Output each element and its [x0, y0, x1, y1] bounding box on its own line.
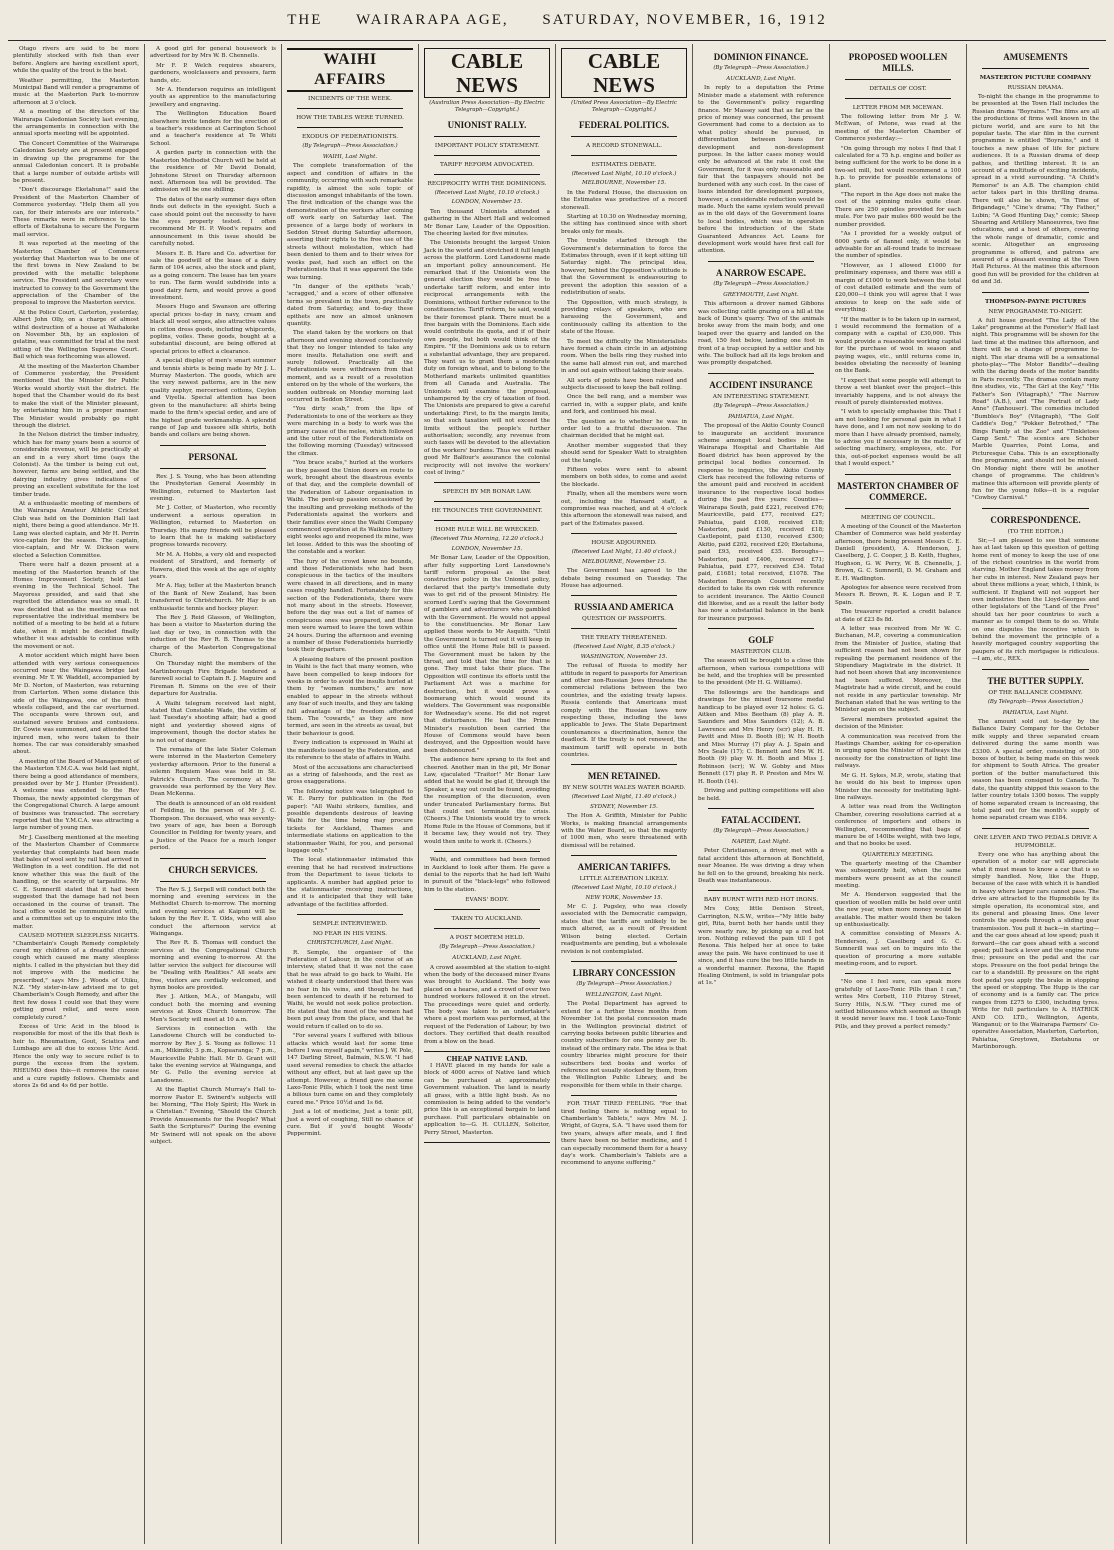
subheading: SPEECH BY MR BONAR LAW.: [442, 489, 532, 496]
divider: [571, 628, 677, 629]
page-columns: [8, 44, 1106, 1544]
advertisement-text: I HAVE placed in my hands for sale a block of 4000 acres of Native land which can be purchased at approximately Government valuation. The land is nearly all grass, with a little light bush. As no commission is being added to the vendor's price this is an exceptional bargain to land purchase. Full particulars obtainable on application to—G. H. CULLEN, Solicitor, Perry Street, Masterton.: [424, 1063, 550, 1136]
dateline: AUCKLAND, Last Night.: [452, 955, 522, 962]
subheading: MEETING OF COUNCIL.: [860, 514, 936, 521]
paragraph: The amount sold out to-day by the Ballance Dairy Company for the October milk supply and three separated cream delivered during the same month was £3300. A special order, consisting of 300 boxes of butter, is being made on this week for shipment to South Africa. The greater portion of the butter manufactured this season has been consigned to Canada. To date, the quantity shipped this season to the latter country totals 1300 boxes. The supply of home separated cream is increasing, the total paid out for the month's supply of home separated cream was £184.: [972, 719, 1099, 822]
paragraph: On Thursday night the members of the Martinborough Fire Brigade tendered a farewell social to Captain R. J. Maguire and Fireman R. Simms on the eve of their departure for Australia.: [150, 661, 276, 698]
paragraph: A meeting of the Board of Management of the Masterton Y.M.C.A. was held last night, there being a good attendance of members, presided over by Mr J. Hunter (President). A welcome was extended to the Rev Thomas, the newly appointed clergyman of the Congregational Church. A large amount of business was transacted. The secretary reported that the Y.M.C.A. was attracting a large number of young men.: [13, 758, 139, 832]
section-heading-waihi-affairs: WAIHI AFFAIRS: [287, 48, 413, 92]
paragraph: The question as to whether he was in order led to a fruitful discussion. The chairman decided that he might eat.: [561, 418, 687, 440]
paragraph: Weather permitting, the Masterton Municipal Band will render a programme of music at the Masterton Park to-morrow afternoon at 3 o'clock.: [13, 77, 139, 106]
paragraph: The Rev S. J. Serpell will conduct both the morning and evening services in the Methodist Church to-morrow. The morning and evening services at Kaipuni will be taken by the Rev E. T. Olds, who will also conduct the afternoon service at Wainganga.: [150, 886, 276, 938]
divider: [160, 858, 266, 859]
subheading: HE TROUNCES THE GOVERNMENT.: [431, 508, 543, 515]
column-3: [282, 44, 419, 1544]
subheading: A RECORD STONEWALL.: [586, 143, 662, 149]
divider: [434, 155, 540, 156]
article-heading: DOMINION FINANCE.: [713, 52, 809, 62]
paragraph: The following notice was telegraphed to W. E. Parry for publication in (he Red paper): "All Waihi strikers, families, and possible dependents desirous of leaving Waihi for the time being may procure tickets for Auckland, Thames and intermediate stations on application to the stationmaster Waihi, for you, and personal luggage only.": [287, 788, 413, 854]
dateline: WAIHI, Last Night.: [322, 154, 378, 160]
paragraph: At a enthusiastic meeting of members of the Wairarapa Amateur Athletic Cricket Club was held on the Dominion Hall last night, there being a good attendance. Mr H. Lang was elected captain, and Mr H. Perrin vice-captain for the season. The captain, vice-captain, and Mr W. Dickson were elected a Selection Committee.: [13, 500, 139, 559]
divider: [160, 468, 266, 469]
paragraph: At the Baptist Church Murray's Hall to-morrow Pastor E. Swinerd's subjects will be: Morning, "The Holy Spirit; His Work in a Christian." Evening, "Should the Church Provide Amusements for the People? What Saith the Scriptures?" During the evening Mr Swinerd will not speak on the above subject.: [150, 1087, 276, 1146]
dateline: AUCKLAND, Last Night.: [726, 76, 796, 82]
subheading: A POST MORTEM HELD.: [449, 935, 525, 942]
paragraph: A full house greeted "The Lady of the Lake" programme at the Forester's' Hall last night. This programme will be shown for the last time at the matinee this afternoon, and there will be a change of programme to-night. The star drama will be a sensational photo-play—"The Motor Bandits"—dealing with the daring deeds of the motor bandits in Paris recently. The dramas contain many fine studies, viz., "The Girl at the Key," "His Father's Son (Vitagraph)," "The Narrow Road" (A.B.), and "The Portrait of Lady Anne" (Tanhouser). The comedies included "Bumbles's Boy" (Vitagraph), "The Golf Caddie's Dog," "Pokker Betrothed," "The Bings Family at the Zoo" and "Tinkletoes Camp Sent." The scenics are Schober Marble Quarries, Point Loma, and Picturesque Cuba. This is an exceptionally fine programme, and should not be missed. On Monday night there will be another change of programme. The children's matinee this afternoon will provide plenty of fun for the young folks—it is a regular "Cowboy Carnival.": [972, 317, 1099, 502]
paragraph: The audience here sprang to its feet and cheered. Another man in the pit, Mr Bonar Law, ejaculated "Traitor!" Mr Bonar Law added that he would be glad if, through the Speaker, a way out could be found, avoiding the resumption of the discussion, even under truncated Parliamentary forms. But that could not terminate the crisis. (Cheers.) The Unionists would try to wreck Home Rule in the House of Commons, but if it became law, they would not try. They would then unite to work it. (Cheers.): [424, 757, 550, 845]
subheading: QUESTION OF PASSPORTS.: [581, 616, 667, 623]
paragraph: The season will be brought to a close this afternoon, when various competitions will be held, and the trophies will be presented to the president (Mr H. G. Williams).: [698, 658, 824, 687]
paragraph: A garden party in connection with the Masterton Methodist Church will be held at the residence of Mr David Donald, Johnstone Street on Thursday afternoon next. Afternoon tea will be provided. The admission will be one shilling.: [150, 150, 276, 194]
paragraph: At the meeting of the Masterton Chamber of Commerce yesterday, the President mentioned that the Minister for Public Works would shortly visit the district. He hoped that the Chamber would do its best to make the visit of the Minister pleasant, by entertaining him in a proper manner. The Minister would probably go right through the district.: [13, 363, 139, 429]
paragraph: Messrs E. B. Hare and Co. advertise for sale the goodwill of the lease of a dairy farm of 104 acres, also the stock and plant, as a going concern. The lease has ten years to run. The farm would subdivide into a good dairy farm, and would prove a good investment.: [150, 250, 276, 301]
paragraph: A letter was received from Mr W. C. Buchanan, M.P., covering a communication from the Minister of Justice, stating that sufficient reason had not been shown for repealing the permanent residence of the Stipendiary Magistrate in the district. It had not been shown that any inconvenience had been suffered. Moreover, the Magistrate had a wide circuit, and he could not reside in any particular township. Mr Buchanan stated that he was writing to the Minister again on the subject.: [835, 625, 961, 714]
article-heading: RUSSIA AND AMERICA: [574, 602, 674, 613]
paragraph: A meeting of the Council of the Masterton Chamber of Commerce was held yesterday afternoon, there being present Messrs C. E. Daniell (president), A. Henderson, J. Caselberg, J. C. Cooper, J. B. Keith, Hughes, Hughson, G. W. Perry, W. B. Chennells, J. Brown, G. C. Sumnerill, D. M. Graham and E. H. Wadlington.: [835, 523, 961, 582]
dateline: SYDNEY, November 15.: [590, 803, 658, 810]
paragraph: The Rev R. B. Thomas will conduct the services at the Congregational Church morning and evening to-morrow. At the latter service the subject for discourse will be "Dealing with Realities." All seats are free, visitors are cordially welcomed, and hymn books are provided.: [150, 940, 276, 991]
masthead: [0, 0, 1114, 40]
paragraph: The Government has agreed to the debate being resumed on Tuesday. The House has adjourned.: [561, 568, 687, 589]
divider: [845, 973, 951, 974]
dateline: MELBOURNE, November 15.: [581, 558, 667, 565]
received-time: (Received Last Night, 11.40 o'clock.): [571, 549, 677, 556]
press-credit: (By Telegraph—Press Association.): [987, 698, 1084, 705]
dateline: LONDON, November 15.: [451, 199, 523, 206]
paragraph: "I expect that some people will attempt to throw a wet blanket over the project—this invariably happens, and is not always the result of purely disinterested motives.: [835, 377, 961, 407]
subheading: DETAILS OF COST.: [869, 86, 927, 92]
divider: [434, 928, 540, 929]
dateline: MELBOURNE, November 15.: [581, 180, 667, 187]
divider: [434, 501, 540, 502]
article-heading: FATAL ACCIDENT.: [721, 814, 801, 825]
press-credit: (Australian Press Association—By Electric Telegraph—Copyright.): [429, 100, 545, 113]
subheading: TAKEN TO AUCKLAND.: [451, 916, 523, 923]
article-heading: LIBRARY CONCESSION: [572, 967, 676, 978]
paragraph: A Waihi telegram received last night, stated that Constable Wade, the victim of last Tuesday's shooting affair, had a good night and yesterday showed signs of improvement, though the doctor states he is not out of danger.: [150, 700, 276, 744]
paragraph: To-night the change in the programme to be presented at the Town Hall includes the Russian drama "Boyrains." The films are all the productions of firms well known in the picture world, and are sure to hit the popular taste. The star film in the current programme is entitled "Boyrains," and it touches a new phase of life for picture audiences. It is a Russian drama of deep pathos, and thrilling interest. It is an account of a multitude of exciting incidents, spread in a vivid surrounding. "A Child's Remorse" is an A.B. The champion child actor takes part in this thrilling drama. There will also be shown, "In Time of Brigandage," "Cine's drama; "Thy Father," Lubin; "A Good Hunting Day," comic; Sheep Shearing and Artillery Manoeuvres, two fine educations, and a host of others, covering the whole range of dramatic, comic and scenic. Altogether an engrossing programme is offered, and patrons are assured of a pleasant evening at the Town Hall Pictures. At the matinee this afternoon good fun will be provided for the children at 6d and 3d.: [972, 94, 1099, 286]
paragraph: Mr A. Henderson requires an intelligent youth as apprentice to the manufacturing jewellery and engraving.: [150, 87, 276, 108]
divider: [708, 890, 814, 891]
divider: [845, 474, 951, 475]
subheading: INCIDENTS OF THE WEEK.: [308, 96, 392, 102]
paragraph: The refusal of Russia to modify her attitude in regard to passports for American and other non-Russian Jews threatens the commercial relations between the two countries, and the existing treaty lapses. Russia contends that Americans must comply with the Russian laws now respecting these, including the laws applicable to Jews. The State Department countenances a discrimination, hence the deadlock. If the treaty is not renewed, the maximum tariff will operate in both countries.: [561, 663, 687, 758]
advertisement-text: Mrs Coxy, little Denison Street, Carrington, N.S.W., writes—"My little baby girl, Rita, burnt both her hands until they were nearly raw, by picking up a red hot iron. Nothing relieved the pain till I got Rexona. This helped her at once to take away the pain. We have continued to use it since, and it has cure the two little hands in a wonderful manner. Rexona, the Rapid Healing Ointment, is sold in triangular pots at 1s.": [698, 906, 824, 987]
subheading: AN INTERESTING STATEMENT.: [712, 393, 810, 400]
paragraph: There were half a dozen present at a meeting of the Masterton branch of the Homes Improvement Society, held last evening in the Technical School. The Mayoress presided, and said that she regretted the attendance was so small. It was decided that as the meeting was not representative the individual members be notified of a meeting to be held at a future date, when it might be decided finally whether it was advisable to continue with the movement or not.: [13, 562, 139, 650]
press-credit: (By Telegraph—Press Association.): [576, 980, 672, 987]
divider: [434, 909, 540, 910]
subheading: SEMPLE INTERVIEWED.: [312, 921, 388, 928]
subheading: HOW THE TABLES WERE TURNED.: [296, 115, 404, 121]
subheading: MASTERTON PICTURE COMPANY: [979, 75, 1092, 81]
advertisement-text: "For several years I suffered with bilious attacks which would last for some time before I was myself again," writes J. W. Pole, 147 Darling Street, Balmain, N.S.W. "I had used several remedies to check the attacks without any effect, but at last gave up the attempt. However, a friend gave me some Laxo-Tonic Pills, which I took the next time a bilious turn came on and they completely cured me." Price 10½d and 1s 6d.: [287, 1033, 413, 1106]
paragraph: The Hon A. Griffith, Minister for Public Works, is making financial arrangements with the Water Board, so that the majority of 1000 men, who were threatened with dismissal will be retained.: [561, 813, 687, 849]
paragraph: Every indication is expressed in Waihi at the manifesto issued by the Federation, and its reference to the state of affairs in Waihi.: [287, 740, 413, 762]
divider: [571, 961, 677, 962]
masthead-date: SATURDAY, NOVEMBER, 16, 1912: [542, 12, 827, 28]
paragraph: The complete transformation of the aspect and condition of affairs in the community, occurring with such remarkable rapidity, is almost the sole topic of discussion amongst inhabitants of the town. The first indication of the change was the demonstration of the workers after coming off work early on Saturday last. The presence of a large body of workers in Seddon Street during Saturday afternoon, asserting their rights to the free use of the streets without molestation, which had been denied to them and to their wives for weeks past, had such an effect on the Federationists that it was apparent the tide was turning.: [287, 163, 413, 281]
divider: [571, 1095, 677, 1096]
paragraph: "However, as I allowed £1000 for preliminary expenses, and there was still a margin of £1000 to work between the total of cost detailed estimate and the sum of £20,000—I think you will agree that I was anxious to keep on the safe side of everything.: [835, 262, 961, 314]
divider: [571, 533, 677, 534]
section-heading-cable-news: CABLE NEWS: [424, 48, 550, 98]
article-heading: AMERICAN TARIFFS.: [577, 862, 671, 873]
subheading: BABY BURNT WITH RED HOT IRONS.: [703, 897, 819, 904]
article-heading: FEDERAL POLITICS.: [578, 120, 670, 130]
subheading: NO FEAR IN HIS VEINS.: [312, 931, 388, 938]
paragraph: Once the bell rang, and a member was carried in, with a supper plate, and knife and fork, and continued his meal.: [561, 394, 687, 416]
column-2: [145, 44, 282, 1544]
divider: [571, 764, 677, 765]
article-heading: PROPOSED WOOLLEN MILLS.: [848, 52, 948, 73]
paragraph: Mr J. Caselberg mentioned at the meeting of the Masterton Chamber of Commerce yesterday that complaints had been made that bales of wool sent by rail had arrived in Wellington in a wet condition. He did not know whether this was the fault of the handling, or the scarcity of tarpaulins. Mr C. E. Sumnerill stated that it had been suggested that the damage had not been occasioned in the course of transit. The local office would be communicated with, and a committee set up to enquire into the matter.: [13, 834, 139, 930]
paragraph: At a meeting of the directors of the Wairarapa Caledonian Society last evening, the arrangements in connection with the annual sports meeting will be appointed.: [13, 109, 139, 138]
subheading: RECIPROCITY WITH THE DOMINIONS.: [427, 181, 547, 187]
divider: [708, 628, 814, 629]
article-heading: MASTERTON CHAMBER OF COMMERCE.: [837, 480, 959, 502]
paragraph: Mr J. Cotter, of Masterton, who recently underwent a serious operation in Wellington, returned to Masterton on Thursday. His many friends will be pleased to learn that he is making satisfactory progress towards recovery.: [150, 505, 276, 549]
subheading: EVANS' BODY.: [465, 897, 509, 904]
paragraph: The trouble started through the Government's determination to force the Estimates through, even if it kept sitting till Saturday night. The principal idea, however, behind the Opposition's attitude is that the Government is endeavouring to prevent the adoption this session of a redistribution of seats.: [561, 238, 687, 297]
paragraph: The local stationmaster intimated this evening that he had received instructions from the Department to issue tickets to applicants. A number had applied prior to the stationmaster receiving instructions, and it is anticipated that they will take advantage of the facilities afforded.: [287, 857, 413, 908]
divider: [982, 669, 1089, 670]
divider: [434, 851, 540, 852]
paragraph: The Wellington Education Board elsewhere invite tenders for the erection of a teacher's residence at Carrington School and a teacher's residence at Te Whiti School.: [150, 111, 276, 147]
subheading: QUARTERLY MEETING.: [862, 851, 934, 858]
paragraph: In the Nelson district the timber industry, which has for many years been a source of considerable revenue, will be practically at an end in a very short time (says the Colonist). As the timber is being cut out, however, farms are being settled, and the dairying industry gives indications of proving an excellent substitute for the lost timber trade.: [13, 432, 139, 498]
dateline: PAHIATUA, Last Night.: [1002, 709, 1069, 716]
divider: [434, 136, 540, 137]
subheading: IMPORTANT POLICY STATEMENT.: [434, 143, 540, 149]
paragraph: The Opposition, with much strategy, is providing relays of speakers, who are harassing the Government, and continuously calling its attention to the state of the House.: [561, 299, 687, 336]
paragraph: "Don't discourage Eketahuna!" said the President of the Masterton Chamber of Commerce yesterday. "Help them all you can, for their interests are our interests." These remarks were in reference to the efforts of Eketahuna to secure the Forgarm mail service.: [13, 187, 139, 238]
press-credit: (By Telegraph—Press Association.): [713, 280, 809, 287]
divider: [845, 508, 951, 509]
paragraph: A special display of men's smart summer and tennis shirts is being made by Mr J. L. Murray Masterton. The goods, which are the very newest patterns, are in the new quality zephyr, mercerised cottons, Ceylon and Viyella. Special attention has been given to the manufacture: all shirts being made to the firm's special order, and are of the highest grade workmanship. A splendid range of Jap and tussore silk shirts, both bands and collars are being shown.: [150, 358, 276, 439]
received-time: (Received Last Night, 10.10 o'clock.): [434, 190, 540, 196]
paragraph: The fury of the crowd knew no bounds, and those Federationists who had been conspicuous in the tactics of the insulters were chased in all directions, and in many cases roughly handled. Fortunately for this section of the Federationists, there were not many about in the streets. However, before the day was out a list of names of conspicuous ones was prepared, and these men were warned to leave the town within 24 hours. During the afternoon and evening a number of these Federationists hurriedly took their departure.: [287, 558, 413, 654]
paragraph: It was reported at the meeting of the Masterton Chamber of Commerce yesterday that Masterton was to be one of the first towns in New Zealand to be provided with the metallic telephone service. The President and secretary were instructed to convey to the Government the appreciation of the Chamber of the proposal to improve the Masterton service.: [13, 241, 139, 307]
paragraph: The remains of the late Sister Coleman were interred in the Masterton Cemetery yesterday afternoon. Prior to the funeral a solemn Requiem Mass was held in St. Patrick's Church. The ceremony at the graveside was performed by the Very Rev. Dean McKenna.: [150, 746, 276, 798]
dateline: GREYMOUTH, Last Night.: [723, 291, 799, 298]
paragraph: "As I provided for a weekly output of 6000 yards of flannel only, it would be advisable for an all-round trade to increase the number of spindles.: [835, 231, 961, 260]
divider: [571, 155, 677, 156]
divider: [434, 174, 540, 175]
paragraph: Sir,—I am pleased to see that someone has at last taken up this question of getting home rent of money to keep the use of one of the richest countries in the world from starving. Mother England takes money from her cubs in interest. New Zealand pays her about three millions a year, which, I think, is sufficient. If England will not support her own industries then the Lloyd-Georges and other legislators of the "Land of the Free" should tax her poor countries to such a manner as to compel them to do so. While on one disputes the incentive which is behind the movement the principle of a heavily mortgaged country supporting the paupers of its rich mortgagee is ridiculous.—I am, etc., REX.: [972, 537, 1099, 663]
divider: [982, 828, 1089, 829]
subheading: (TO THE EDITOR.): [1007, 528, 1064, 535]
paragraph: Messrs Hugo and Swanson are offering special prices to-day in navy, cream and black all wool serges, also attractive values in cotton dress goods, including whipcords, poplins, voiles. These goods, bought at a substantial discount, are being offered at special prices to effect a clearance.: [150, 304, 276, 355]
column-5: [556, 44, 693, 1544]
paragraph: The following letter from Mr J. W. McEwan, of Petone, was read at the meeting of the Masterton Chamber of Commerce yesterday:—: [835, 114, 961, 143]
received-time: (Received Last Night, 11.40 o'clock.): [571, 794, 677, 801]
advertisement-text: Every one who has anything about the operation of a motor car will appreciate what it must mean to know a car that is so simply handled. Now, like the Hupp, because of the case with which it is handled in heavy where larger cars cannot pass. The drive are attracted to the Hupmobile by its simple operation, its economical size, and its general and pleasing lines. One lever controls the speeds through a sliding gear transmission. You pull it back—in starting—and the car goes ahead at low speed; push it forward—the car goes ahead with a second speed; pull back a lever and the engine runs free; pressure on the pedal and the car stops. Pressure on the foot pedal brings the car to a standstill. By pressure on the right foot pedal you apply the brake in stopping the speed or stopping. The Hupp is the car of economy and is a family car. The price ranges from £275 to £300, including tyres. Write for full particulars to A. HATRICK AND CO. LTD., Wellington, Agents, Wanganui; or to the Wairarapa Farmers' Co-operative Association, Masterton, Carterton, Pahiatua, Greytown, Eketahuna or Martinborough.: [972, 851, 1099, 1051]
article-heading: ACCIDENT INSURANCE: [709, 379, 813, 390]
dateline: WASHINGTON, November 15.: [580, 653, 668, 660]
paragraph: Otago rivers are said to be more plentifully stocked with fish than ever before. Anglers are having excellent sport, while the quality of the trout is the best.: [13, 46, 139, 75]
paragraph: Several members protested against the decision of the Minister.: [835, 716, 961, 731]
advertisement-text: Just a lot of medicine, Just a tonic pill, Just a word of coughing, Still no chance of cure. But if you'd bought Woods' Peppermint.: [287, 1109, 413, 1138]
divider: [708, 808, 814, 809]
paragraph: "If the matter is to be taken up in earnest, I would recommend the formation of a company with a capital of £30,000. This would provide a reasonable working capital for the purchase of wool in season and paying wages, etc., until returns come in, besides obviating the necessity of leaning on the Bank.: [835, 316, 961, 375]
article-heading: MEN RETAINED.: [587, 771, 661, 782]
paragraph: The stand taken by the workers on that afternoon and evening showed conclusively that they no longer intended to take any more insults. Retaliation one swift and surely followed. Practically all the Federationists were withdrawn from that moment, and as a result of a resolution entered on by the whole of the workers, the sudden outbreak on Monday morning last occurred in Seddon Street.: [287, 330, 413, 403]
paragraph: The treasurer reported a credit balance at date of £23 8s 8d.: [835, 609, 961, 623]
paragraph: The quarterly meeting of the Chamber was subsequently held, when the same members were present as at the council meeting.: [835, 860, 961, 889]
paragraph: "You dirty scab," from the lips of Federationists to one of the workers as they were marching in a body to work was the primary cause of the melee, which followed and the utter rout of the Federationists on the following morning (Tuesday) witnessed the climax.: [287, 406, 413, 457]
dateline: PAHIATUA, Last Night.: [728, 413, 794, 420]
column-1: [8, 44, 145, 1544]
paragraph: In the Federal House, the discussion on the Estimates was productive of a record stonewall.: [561, 189, 687, 211]
subheading: NEW PROGRAMME TO-NIGHT.: [988, 308, 1083, 315]
paragraph: "In danger of the epithets 'scab,' 'scragged,' and a score of other offensive terms so prevalent in the town, practically dated from Saturday, and to-day these epithets are now an almost unknown quantity.: [287, 283, 413, 327]
divider: [708, 373, 814, 374]
subheading: HOME RULE WILL BE WRECKED.: [435, 527, 539, 534]
section-heading-personal: PERSONAL: [188, 451, 238, 462]
paragraph: The proposal of the Akitio County Council to inaugurate an accident insurance scheme amongst local bodies in the Wairarapa Hospital and Charitable Aid Board district has been approved by the principal local bodies concerned. In response to inquiries, the Akitio County Clerk has received the following returns of the amount paid and received in accident insurance to the respective local bodies during the past five years: Counties—Wairarapa South, paid £221, received £76; Mauriceville, paid £77, received £27; Pahiatua, paid £108, received £18; Masterton, paid £130, received £18; Castlepoint, paid £130, received £300; Akitio, paid £202, received £20; Eketahuna, paid £93, received £35. Boroughs—Masterton, paid £406, received £71; Pahiatua, paid £77, received £34. Total paid, £1681; total received, £1078. The Masterton Borough Council recently decided to take its own risk with reference to accident insurance. The Akitio Council did likewise, and as a result the latter body has now a substantial balance in the bank for insurance purposes.: [698, 423, 824, 622]
paragraph: A pleasing feature of the present position in Waihi is the fact that many women, who have been compelled to keep indoors for weeks in order to avoid the insults hurled at them by "women numbers," are now enabled to appear in the streets without any fear of such insults, and they are taking full advantage of the freedom afforded them. The "cowards," as they are now termed, are seen in the streets as usual, but their behaviour is good.: [287, 656, 413, 737]
paragraph: Mr F. P. Welch requires shearers, gardeners, woolclassers and pressers, farm hands, etc.: [150, 62, 276, 84]
press-credit: (United Press Association—By Electric Telegraph—Copyright.): [571, 100, 677, 113]
advertisement-text: Excess of Uric Acid in the blood is responsible for most of the ills that flesh is heir to. Rheumatism, Gout, Sciatica and Lumbago are all due to excess Uric Acid. Hence the only way to secure relief is to purge the excess from the system. RHEUMO does this—it removes the cause and a cure rapidly follows. Chemists and stores 2s 6d and 4s 6d per bottle.: [13, 1024, 139, 1090]
divider: [297, 108, 403, 109]
advertisement-title: CHEAP NATIVE LAND.: [446, 1055, 528, 1063]
received-time: (Received Last Night, 10.10 o'clock.): [571, 885, 677, 892]
advertisement-native-land: [424, 1051, 550, 1143]
paragraph: Mr A. Hay, teller at the Masterton branch of the Bank of New Zealand, has been transferred to Christchurch. Mr Hay is an enthusiastic tennis and hockey player.: [150, 583, 276, 612]
paragraph: The Postal Department has agreed to extend for a further three months from November 1st the postal concession made in the Wellington provincial district of carrying books between public libraries and country subscribers for one penny per lb. instead of the ordinary rate. The idea is that country libraries might procure for their subscribers text books and works of reference not usually stocked by them, from the Wellington Public Library, and be responsible for them while in their charge.: [561, 1001, 687, 1089]
paragraph: All sorts of points have been raised and subjects discussed to keep the ball rolling.: [561, 377, 687, 391]
paragraph: Services in connection with the Lansdowne Church will be conducted to-morrow by Rev J. S. Young as follows: 11 a.m., Mikimiki; 3 p.m., Kopuaranga; 7 p.m., Mauriceville Public Hall. Mr D. Grant will take the evening service at Wainganga, and Mr G. Fello the evening service at Lansdowne.: [150, 1025, 276, 1084]
paragraph: Mr M. A. Hobbs, a very old and respected resident of Stratford, and formerly of Hawera, died this week at the age of eighty years.: [150, 551, 276, 580]
paragraph: Rev. J. S. Young, who has been attending the Presbyterian General Assembly in Wellington, returned to Masterton last evening.: [150, 473, 276, 502]
paragraph: Mr G. H. Sykes, M.P., wrote, stating that he would do his best to impress upon Minister the necessity for instituting light-line railways.: [835, 772, 961, 801]
paragraph: Starting at 10.30 on Wednesday morning, the sitting has continued since with short breaks only for meals.: [561, 214, 687, 235]
paragraph: The dates of the early summer days often finds out defects in the eyesight. Such a case should point out the necessity to have the eyes properly tested. I often recommend Mr H. P. Wood's repairs and announcement in this issue should be carefully noted.: [150, 196, 276, 248]
divider: [982, 68, 1089, 69]
paragraph: Mr Bonar Law, Leader of the Opposition, after fully supporting Lord Lansdowne's tariff reform proposal as the best constructive policy in the Unionist policy, declared that the party's immediate duty was to get rid of the present Ministry. He scorned Lord's saying that the Government of gamblers and adventurers who gambled with the Government. He would not appeal to the constituencies. Mr Bonar Law applied these words to Mr Asquith. "Until the Government is turned out it will keep in office until the Home Rule bill is passed. The Government must be taken by the throat, and told that the time for that is gone. They must take their place. The Opposition will continue its efforts until the Parliament Act was a machine for destruction, but it would prove a boomerang which would wound its wielders. The Government was responsible for Wednesday's scene. He did not regret that disturbance. He had the Prime Minister's resolution been carried the House of Commons would have been destroyed, and the Opposition would have been dishonoured.": [424, 555, 550, 754]
divider: [982, 508, 1089, 509]
dateline: NAPIER, Last Night.: [731, 838, 791, 845]
dateline: WELLINGTON, Last Night.: [585, 991, 663, 998]
paragraph: Peter Christiansen, a driver, met with a fatal accident this afternoon at Bonchfield, near Meanee. He was driving a dray when he fell on to the ground, breaking his neck. Death was instantaneous.: [698, 848, 824, 884]
dateline: LONDON, November 15.: [451, 545, 523, 552]
article-heading: GOLF: [748, 635, 774, 646]
divider: [571, 595, 677, 596]
paragraph: Mr C. J. Pugsley, who was closely associated with the Democratic campaign, states that the tariffs are unlikely to be much altered, as a result of President Wilson being elected. Certain readjustments are pending, but a wholesale revision is not contemplated.: [561, 904, 687, 955]
paragraph: The death is announced of an old resident of Feilding, in the person of Mr J. C. Thompson. The deceased, who was seventy-two years of age, has been a Borough Councillor in Feilding for twenty years, and a Justice of the Peace for a much longer period.: [150, 800, 276, 852]
paragraph: Driving and putting competitions will also be held.: [698, 788, 824, 802]
divider: [297, 127, 403, 128]
paragraph: Fifteen votes were sent to absent members on both sides, to come and assist the blockade.: [561, 467, 687, 488]
paragraph: "The report in the Age does not make the cost of the spinning mules quite clear. There are 250 spindles provided for each mule. For two pair mules 600 would be the number provided.: [835, 192, 961, 228]
paragraph: This afternoon a drover named Gibbons was collecting cattle grazing on a hill at the back of Dunn's quarry. Two of the animals broke away from the main body, and one leaped over the quarry and landed on the road, 150 feet below, landing one foot in front of a trap occupied by a settler and his wife. The bullock had all its legs broken and was promptly despatched.: [698, 301, 824, 367]
paragraph: "You brace scabs," hurled at the workers as they passed the Union doors en route to work, brought about the disastrous events of that day, and the complete downfall of the Federation of Labour organisation in Waihi. The pent-up passion occasioned by the insulting and provoking methods of the Federationists against the workers and their families ever since the Waihi Company commenced operation at its Waikino battery eight weeks ago and reopened its mine, was let loose. Added to this was the shooting of the constable and a worker.: [287, 460, 413, 556]
advertisement-text: CAUSED MOTHER SLEEPLESS NIGHTS. "Chamberlain's Cough Remedy completely cured my children of a dreadful chronic cough which caused me many sleepless nights. I called in the physician but they did not improve with the medicine he prescribed," says Mrs J. Woods of Utiku, N.Z. "My sister-in-law advised me to get Chamberlain's Cough Remedy, and after the first few doses I could see that they were getting great relief, and were soon completely cured.": [13, 933, 139, 1021]
paragraph: The Concert Committee of the Wairarapa Caledonian Society are at present engaged in drawing up the programme for the annual Caledonian concert. It is probable that a large number of outside artists will be present.: [13, 140, 139, 184]
advertisement-text: "No one I feel sure, can speak more gratefully of Laxo-Tonic Pills than I can," writes Mrs Corbett, 110 Fitzroy Street, Surry Hills, N.S.W. "They cured me of settled biliousness which seemed as though it would never leave me. I took Laxo-Tonic Pills, and they proved a perfect remedy.": [835, 979, 961, 1030]
subheading: EXODUS OF FEDERATIONISTS.: [301, 134, 399, 140]
paragraph: A good girl for general housework is advertised for by Mrs W. B. Chennells.: [150, 46, 276, 60]
subheading: RUSSIAN DRAMA.: [1007, 85, 1064, 91]
paragraph: Mr A. Henderson suggested that the question of woollen mills be held over until the new year, when more money would be available. The matter would then be taken up enthusiastically.: [835, 892, 961, 928]
paragraph: Rev J. Aitken, M.A., of Mangatu, will conduct both the morning and evening services at Knox Church tomorrow. The Men's Society will meet at 10 a.m.: [150, 994, 276, 1023]
dateline: CHRISTCHURCH, Last Night.: [307, 940, 393, 947]
paragraph: The Unionists brought the largest Union Jack in the world and stretched it full length across the platform. Lord Lansdowne made an important policy announcement. He remarked that if the Unionists won the general election they would be free to undertake tariff reform, and enter into reciprocal arrangements with the Dominions, without further reference to the constituencies. Tariff reform, he said, would be their foremost plank. There must be a free bargain with the Dominions. Each side would contribute its quota, and if of their own people, but both would think of the Empire. "If the Dominions ask us to return a substantial advantage, they are prepared. They want us to grant them a moderate duty on foreign wheat, and to belong to the Motherland markets unlimited quantities from all Canada and Australia. The Unionists will examine the proposal, unhampered by the cry of taxation of food. The Unionists are prepared to give a careful undertaking: First, to fix the margin limits, so that such taxation will not exceed the limits without the people's further authorisation; secondly, any revenue from such taxes will be devoted to the alleviation of the workers' burdens. Thus we will make good Mr Balfour's assurance the colonial reciprocity will not involve the workers' cost of living.": [424, 240, 551, 477]
subheading: BY NEW SOUTH WALES WATER BOARD.: [562, 785, 686, 792]
press-credit: (By Telegraph—Press Association.): [713, 65, 809, 71]
received-time: (Received This Morning, 12.20 o'clock.): [430, 536, 544, 543]
paragraph: A motor accident which might have been attended with very serious consequences occurred near the Waingawa bridge last evening. Mr T. W. Waddell, accompanied by Mr D. Norton, of Masterton, was returning from Carterton. When some distance this side of the Waingawa, one of the front wheels collapsed, and the car overturned. The occupants were thrown out, and sustained severe bruises and contusions. Dr. Cowie was summoned, and attended the injured men, who were taken to their homes. The car was considerably smashed about.: [13, 653, 139, 756]
divider: [434, 482, 540, 483]
paragraph: Ten thousand Unionists attended a gathering in the Albert Hall and welcomed Mr Bonar Law, Leader of the Opposition. The cheering lasted for five minutes.: [424, 208, 550, 238]
paragraph: Apologies for absence were received from Messrs R. Brown, R. K. Logan and P. T. Spain.: [835, 584, 961, 606]
subheading: TARIFF REFORM ADVOCATED.: [439, 162, 535, 168]
paragraph: A letter was read from the Wellington Chamber, covering resolutions carried at a conference of importers and others in Wellington, recommending that bags of manure be of 140lbs weight, with two legs, and that no books be used.: [835, 804, 961, 848]
article-heading: THE BUTTER SUPPLY.: [987, 675, 1084, 686]
paragraph: A communication was received from the Hastings Chamber, asking for co-operation in urging upon the Minister of Railways the necessity for the construction of light line railways.: [835, 733, 961, 770]
section-heading-amusements: AMUSEMENTS: [1003, 52, 1068, 62]
article-heading: UNIONIST RALLY.: [447, 120, 527, 130]
subheading: THE TREATY THREATENED.: [581, 635, 667, 642]
column-6: [693, 44, 830, 1544]
column-7: [830, 44, 967, 1544]
subheading: OF THE BALLANCE COMPANY.: [988, 689, 1083, 696]
divider: [571, 855, 677, 856]
paragraph: To meet the difficulty the Ministerialists have formed a chain circle in an adjoining room. When the bells ring they rushed into the same hall almost run out, and marched in and out again without taking their seats.: [561, 338, 687, 375]
divider: [434, 520, 540, 521]
paragraph: A committee consisting of Messrs A. Henderson, J. Caselberg and G. C. Sumnerill was set on to inquire into the question of procuring a more suitable meeting-room, and to report.: [835, 931, 961, 968]
paragraph: The followings are the handicaps and drawings for the mixed foursome medal handicap to be played over 12 holes: G. G. Aitken and Miss Beetham (8) play A. R. Saunders and Miss Saunders (12); A. B. Lawrence and Mrs Henry (scr) play H. H. Pavitt and Miss D. Booth (8); W. H. Booth and Miss Murray (7) play A. J. Spain and Mrs Seale (17); C. Bennett and Mrs W. H. Booth (9) play W. H. Booth and Miss J. Robinson (scr); W. W. Gobby and Miss Bennett (17) play R. P. Preston and Mrs W. H. Booth (14).: [698, 689, 824, 785]
masthead-rule: [8, 40, 1106, 41]
paragraph: "I wish to specially emphasise this: That I am not looking for personal gain in what I have done, and I am not now seeking to do more than I have already promised, namely, to advise you if necessary in the matter of selecting machinery, employees, etc. For this, out-of-pocket expenses would be all that I would expect.": [835, 409, 961, 468]
column-8: [967, 44, 1104, 1544]
paragraph: In reply to a deputation the Prime Minister made a statement with reference to the Government's policy regarding finance. Mr Massey said that as far as the price of money was concerned, the present Government had come to a decision as to what policy should be pursued, in differentiation between loans for development and non-development purpose. In the latter cases money would only be advanced at the rate it cost the Government, for it was only reasonable and fair that the taxpayers should not be burdened with any such cost. In the case of loans intended for development purposes, however, a considerable reduction would be made. Much the same system would prevail as in the old days of the Government loans to local bodies, which was in operation before the introduction of the State Guaranteed Advances Act. Loans for development work would have first call for attention.: [698, 85, 824, 255]
subheading: MASTERTON CLUB.: [730, 649, 792, 656]
press-credit: (By Telegraph—Press Association.): [713, 827, 809, 834]
press-credit: (By Telegraph—Press Association.): [302, 143, 398, 149]
paragraph: Another member suggested that they should send for Speaker Watt to straighten out the tangle.: [561, 442, 687, 464]
paragraph: The Rev J. Reid Glasson, of Wellington, has been a visitor to Masterton during the last day or two, in connection with the induction of the Rev R. B. Thomas to the charge of the Masterton Congregational Church.: [150, 615, 276, 659]
column-4: [419, 44, 556, 1544]
divider: [982, 292, 1089, 293]
article-heading: A NARROW ESCAPE.: [715, 267, 807, 278]
subheading: LETTER FROM MR MCEWAN.: [852, 105, 944, 111]
subheading: ONE LEVER AND TWO PEDALS DRIVE A HUPMOBILE.: [973, 834, 1098, 849]
paragraph: Most of the accusations are characterised as a string of falsehoods, and the rest as gross exaggerations.: [287, 764, 413, 786]
divider: [708, 261, 814, 262]
section-heading-cable-news: CABLE NEWS: [561, 48, 687, 98]
received-time: (Received Last Night, 8.35 o'clock.): [573, 644, 675, 651]
paragraph: "On going through my notes I find that I calculated for a 75 h.p. engine and boiler as being sufficient for the work to be done in a two-set mill, but would recommend a 100 h.p. to provide for possible extensions of plant.: [835, 145, 961, 189]
divider: [297, 914, 403, 915]
masthead-left: THE: [287, 12, 323, 28]
subheading: ESTIMATES DEBATE.: [591, 162, 657, 168]
divider: [160, 445, 266, 446]
subheading: HOUSE ADJOURNED.: [591, 540, 657, 547]
divider: [571, 136, 677, 137]
section-heading-church-services: CHURCH SERVICES.: [168, 864, 258, 875]
paragraph: A crowd assembled at the station to-night when the body of the deceased miner Evans was brought to Auckland. The body was placed on a hearse, and a crowd of over two hundred workers followed it on the street. The proceedings were quiet and orderly. The body was taken to an undertaker's where a post mortem was performed, at the request of the Federation of Labour, by two doctors. They certified that death resulted from a blow on the head.: [424, 964, 550, 1045]
received-time: (Received Last Night, 10.10 o'clock.): [571, 171, 677, 177]
paragraph: Waihi, and committees had been formed in Auckland to look after them. He gave a denial to the reports that he had left Waihi in pursuit of the "black-legs" who followed him to the station.: [424, 857, 550, 893]
divider: [845, 98, 951, 99]
section-heading-correspondence: CORRESPONDENCE.: [990, 514, 1081, 525]
paragraph: R. Semple, the organiser of the Federation of Labour, in the course of an interview, stated that it was not the case that he was afraid to go back to Waihi. He wished it clearly understood that there was no fear in his veins, and though he had been sentenced to death if he returned to Waihi, he would not seek police protection. He stated that the most of the women had been put away from the place, and that he would return if called on to do so.: [287, 949, 413, 1030]
divider: [160, 881, 266, 882]
subheading: THOMPSON-PAYNE PICTURES: [984, 298, 1087, 305]
advertisement-text: FOR THAT TIRED FEELING. "For that tired feeling there is nothing equal to Chamberlain's Tablets," says Mrs M. J. Wright, of Guyra, S.A. "I have used them for two years, always after meals, and I find there have been no better medicine, and I can especially recommend them for a heavy day's work. Chamberlain's Tablets are a recommend to anyone suffering.": [561, 1101, 687, 1167]
press-credit: (By Telegraph—Press Association.): [439, 944, 535, 951]
paragraph: Finally, when all the members were worn out, including the Hansard staff, a compromise was reached, and at 4 o'clock this afternoon the stonewall was raised, and part of the Estimates passed.: [561, 491, 687, 527]
masthead-paper: WAIRARAPA AGE,: [356, 12, 509, 28]
paragraph: At the Police Court, Carterton, yesterday, Albert John Olly, on a charge of almost wilful destruction of a house at Waihakeke on November 5th, by an explosion of gelatine, was committed for trial at the next sitting of the Wellington Supreme Court. Bail which was forthcoming was allowed.: [13, 309, 139, 361]
subheading: LITTLE ALTERATION LIKELY.: [579, 876, 669, 883]
divider: [845, 79, 951, 80]
dateline: NEW YORK, November 15.: [585, 894, 663, 901]
press-credit: (By Telegraph—Press Association.): [713, 402, 809, 409]
